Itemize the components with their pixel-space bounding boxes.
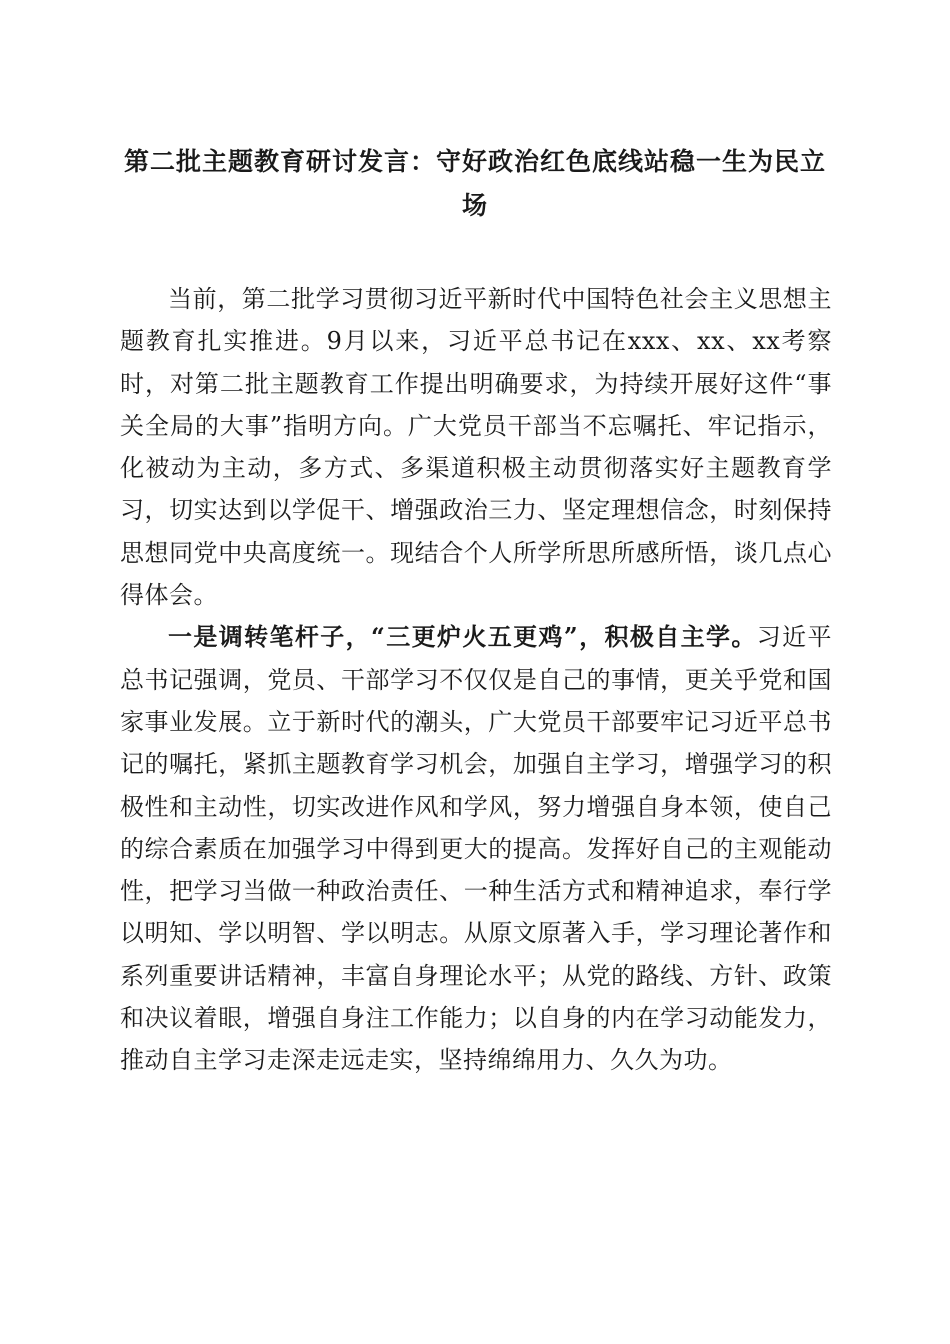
intro-paragraph-text: 当前，第二批学习贯彻习近平新时代中国特色社会主义思想主题教育扎实推进。9月以来，习近平总书记在xxx、xx、xx考察时，对第二批主题教育工作提出明确要求，为持续开展好这件“事关全局的大事”指明方向。广大党员干部当不忘嘱托、牢记指示，化被动为主动，多方式、多渠道积极主动贯彻落实好主题教育学习，切实达到以学促干、增强政治三力、坚定理想信念，时刻保持思想同党中央高度统一。现结合个人所学所思所感所悟，谈几点心得体会。	[120, 285, 832, 610]
point-one-heading: 一是调转笔杆子，“三更炉火五更鸡”，积极自主学。	[168, 622, 757, 652]
point-one-text: 习近平总书记强调，党员、干部学习不仅仅是自己的事情，更关乎党和国家事业发展。立于新时代的潮头，广大党员干部要牢记习近平总书记的嘱托，紧抓主题教育学习机会，加强自主学习，增强学习的积极性和主动性，切实改进作风和学风，努力增强自身本领，使自己的综合素质在加强学习中得到更大的提高。发挥好自己的主观能动性，把学习当做一种政治责任、一种生活方式和精神追求，奉行学以明知、学以明智、学以明志。从原文原著入手，学习理论著作和系列重要讲话精神，丰富自身理论水平；从党的路线、方针、政策和决议着眼，增强自身注工作能力；以自身的内在学习动能发力，推动自主学习走深走远走实，坚持绵绵用力、久久为功。	[120, 623, 833, 1075]
intro-paragraph	[120, 278, 832, 616]
point-one-paragraph	[120, 616, 832, 1081]
document-body	[120, 278, 832, 1082]
document-title: 第二批主题教育研讨发言：守好政治红色底线站稳一生为民立场	[123, 147, 826, 220]
